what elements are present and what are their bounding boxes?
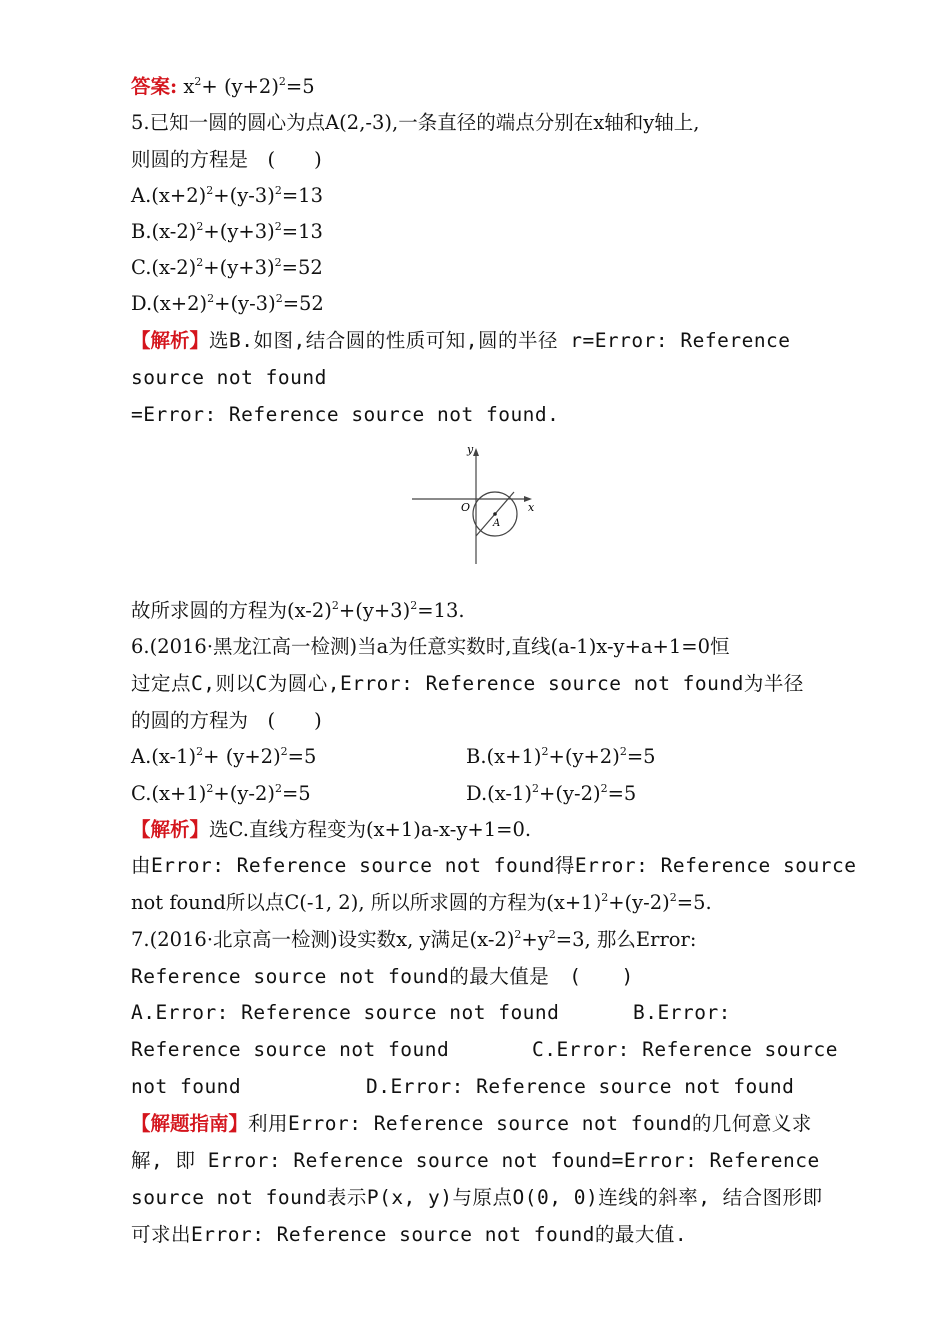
- answer-label: 答案:: [131, 75, 178, 98]
- origin-label: O: [461, 501, 471, 514]
- q5-option-a: $A.(x+2)^2+(y-3)^2=13$: [131, 184, 323, 207]
- q6-analysis-line-3: not found所以点C(-1, 2), 所以所求圆的方程为$(x+1)^2+(y-2)^2=5$.: [131, 891, 712, 914]
- q5-stem-line-1: 5.已知一圆的圆心为点A(2,-3),一条直径的端点分别在x轴和y轴上,: [131, 111, 700, 134]
- q6-stem-line-1: 6.(2016·黑龙江高一检测)当a为任意实数时,直线(a-1)x-y+a+1=0恒: [131, 635, 730, 658]
- q7-option-b-cont: Reference source not found: [131, 1038, 450, 1061]
- q6-option-b: $B.(x+1)^2+(y+2)^2=5$: [466, 745, 656, 768]
- q7-option-c-cont: not found: [131, 1075, 242, 1098]
- q6-stem-line-2: 过定点C,则以C为圆心,Error: Reference source not found为半径: [131, 672, 804, 695]
- q7-option-a: A.Error: Reference source not found: [131, 1001, 560, 1024]
- q5-conclusion: 故所求圆的方程为$(x-2)^2+(y+3)^2=13$.: [131, 599, 465, 622]
- x-label: x: [528, 501, 535, 514]
- q6-analysis-line-2: 由Error: Reference source not found得Error: Reference source: [131, 854, 857, 877]
- q7-stem-line-2: Reference source not found的最大值是 ( ): [131, 965, 634, 988]
- q5-analysis-label: 【解析】: [131, 329, 210, 352]
- q5-analysis-line-3: =Error: Reference source not found.: [131, 403, 560, 426]
- answer-line: [131, 72, 821, 102]
- q6-analysis-line-1: 【解析】选C.直线方程变为(x+1)a-x-y+1=0.: [131, 818, 532, 841]
- q7-option-b-start: B.Error:: [633, 1001, 731, 1024]
- q5-option-b: $B.(x-2)^2+(y+3)^2=13$: [131, 220, 323, 243]
- q5-analysis-line-1: 【解析】选B.如图,结合圆的性质可知,圆的半径 r=Error: Reference: [131, 329, 791, 352]
- circle-figure: [408, 440, 538, 568]
- q6-option-a: $A.(x-1)^2+ (y+2)^2=5$: [131, 745, 317, 768]
- q7-stem-line-1: 7.(2016·北京高一检测)设实数x, y满足$(x-2)^2+y^2=3$, 那么Error:: [131, 928, 697, 951]
- q7-guide-line-3: source not found表示P(x, y)与原点O(0, 0)连线的斜率, 结合图形即: [131, 1186, 823, 1209]
- center-point: [493, 512, 497, 516]
- q7-option-c-start: C.Error: Reference source: [532, 1038, 838, 1061]
- q7-guide-label: 【解题指南】: [131, 1112, 249, 1135]
- q5-stem-line-2: 则圆的方程是 ( ): [131, 148, 322, 171]
- y-axis-arrow: [473, 448, 479, 456]
- q7-option-d: D.Error: Reference source not found: [366, 1075, 795, 1098]
- point-a-label: A: [493, 518, 501, 529]
- q6-stem-line-3: 的圆的方程为 ( ): [131, 709, 322, 732]
- y-label: y: [467, 443, 474, 456]
- q5-option-c: $C.(x-2)^2+(y+3)^2=52$: [131, 256, 323, 279]
- q7-guide-line-2: 解, 即 Error: Reference source not found=Error: Reference: [131, 1149, 820, 1172]
- q5-analysis-line-2: source not found: [131, 366, 327, 389]
- q6-option-c: $C.(x+1)^2+(y-2)^2=5$: [131, 782, 311, 805]
- q6-option-d: $D.(x-1)^2+(y-2)^2=5$: [466, 782, 637, 805]
- q7-guide-line-1: 【解题指南】利用Error: Reference source not found的几何意义求: [131, 1112, 812, 1135]
- q5-option-d: $D.(x+2)^2+(y-3)^2=52$: [131, 292, 324, 315]
- q7-guide-line-4: 可求出Error: Reference source not found的最大值.: [131, 1223, 688, 1246]
- answer-expression: $x^2+ (y+2)^2=5$: [183, 75, 315, 98]
- q6-analysis-label: 【解析】: [131, 818, 210, 841]
